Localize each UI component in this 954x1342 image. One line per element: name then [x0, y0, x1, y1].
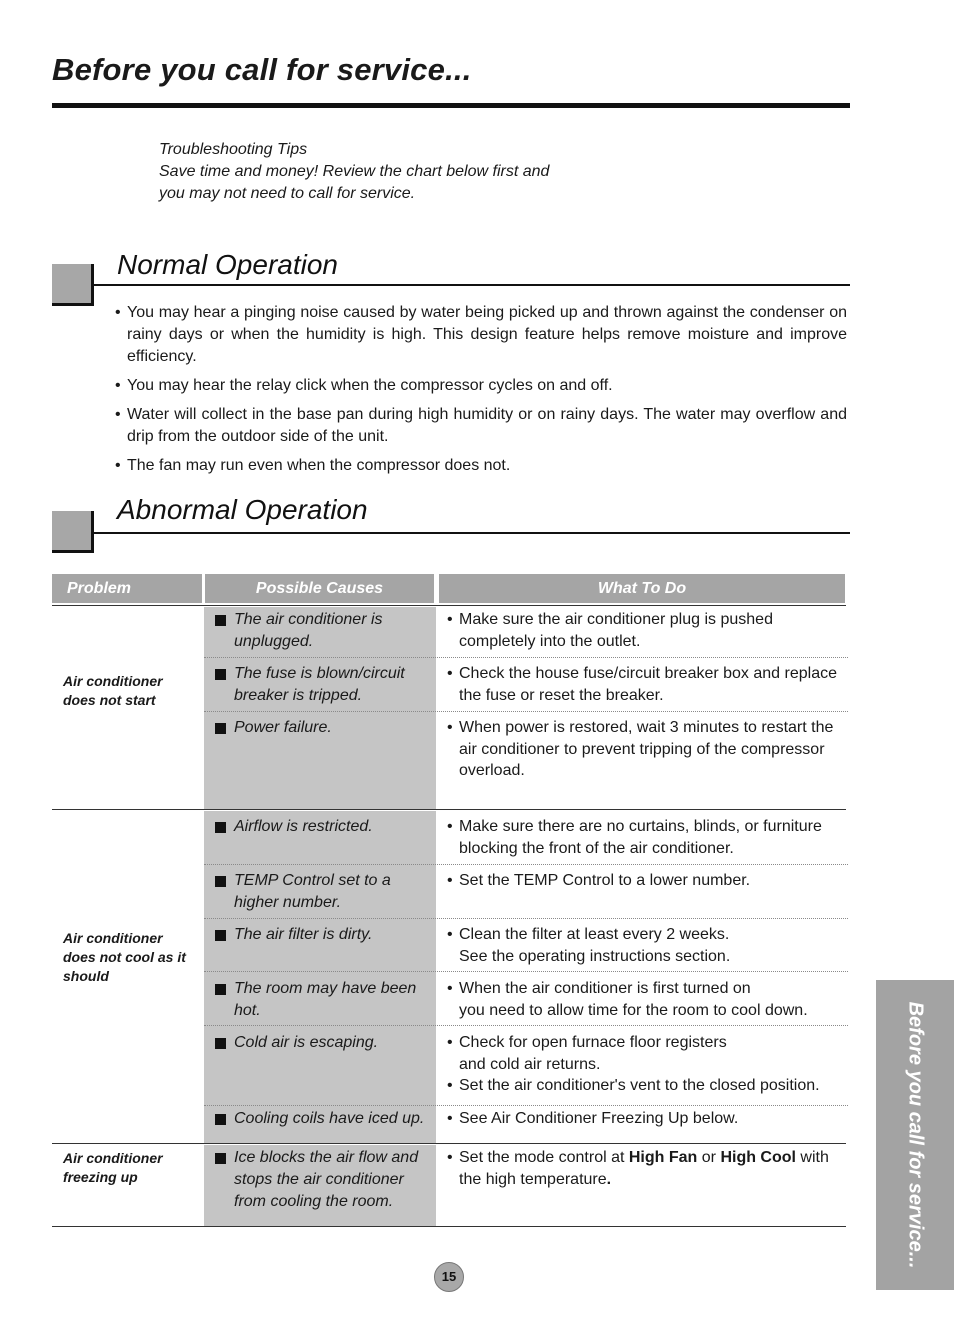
cause-text: TEMP Control set to a higher number.	[234, 872, 391, 911]
normal-operation-list	[113, 302, 847, 484]
cause-cell	[214, 978, 432, 1022]
todo-item: • See Air Conditioner Freezing Up below.	[446, 1108, 848, 1130]
abnormal-operation-heading: Abnormal Operation	[117, 494, 368, 525]
group-rule	[52, 1226, 846, 1227]
todo-cell	[446, 978, 848, 1021]
mode-high-fan: High Fan	[628, 1149, 698, 1166]
todo-cell	[446, 1032, 848, 1097]
square-bullet-icon	[215, 1153, 226, 1164]
square-bullet-icon	[215, 669, 226, 680]
cause-cell	[214, 1147, 432, 1213]
todo-item-continued: you need to allow time for the room to cool down.	[459, 1001, 808, 1019]
todo-cell	[446, 870, 848, 892]
todo-item: • Check the house fuse/circuit breaker box and replace the fuse or reset the breaker.	[446, 663, 848, 706]
problem-text: Air conditioner freezing up	[63, 1150, 163, 1185]
todo-cell	[446, 717, 848, 782]
cause-text: The air filter is dirty.	[234, 926, 373, 943]
square-bullet-icon	[215, 876, 226, 887]
section-rule	[94, 284, 850, 286]
normal-operation-heading: Normal Operation	[117, 249, 338, 280]
cause-text: Cold air is escaping.	[234, 1034, 379, 1051]
todo-cell	[446, 663, 848, 706]
todo-item: • Set the TEMP Control to a lower number.	[446, 870, 848, 892]
cause-text: Airflow is restricted.	[234, 818, 373, 835]
section-marker	[52, 264, 94, 306]
cause-cell	[214, 1108, 432, 1130]
todo-cell	[446, 1147, 848, 1190]
todo-text: or	[697, 1149, 721, 1166]
todo-item: • Check for open furnace floor registers	[446, 1032, 848, 1054]
problem-text: Air conditioner does not start	[63, 673, 163, 708]
list-item: • The fan may run even when the compressor does not.	[113, 455, 847, 477]
todo-cell	[446, 816, 848, 859]
cause-text: The fuse is blown/circuit breaker is tripped.	[234, 665, 405, 704]
header-rule	[52, 605, 846, 606]
page-number: 15	[434, 1262, 464, 1292]
row-separator	[204, 657, 848, 658]
square-bullet-icon	[215, 1038, 226, 1049]
todo-cell	[446, 1108, 848, 1130]
problem-label	[63, 1149, 193, 1187]
square-bullet-icon	[215, 930, 226, 941]
group-rule	[52, 809, 846, 810]
intro-text	[159, 139, 549, 205]
intro-line: you may not need to call for service.	[159, 185, 416, 202]
cause-text: Ice blocks the air flow and stops the air conditioner from cooling the room.	[234, 1149, 419, 1210]
problem-label	[63, 929, 198, 986]
todo-item-continued: See the operating instructions section.	[459, 947, 731, 965]
side-tab-label: Before you call for service...	[904, 1001, 927, 1269]
square-bullet-icon	[215, 822, 226, 833]
todo-item	[446, 1147, 848, 1190]
todo-item: • Make sure the air conditioner plug is pushed completely into the outlet.	[446, 609, 848, 652]
todo-item: • Clean the filter at least every 2 weeks.	[446, 924, 848, 946]
cause-text: The air conditioner is unplugged.	[234, 611, 383, 650]
list-item: • You may hear the relay click when the compressor cycles on and off.	[113, 375, 847, 397]
todo-item: • When power is restored, wait 3 minutes to restart the air conditioner to prevent tripping of the compressor overload.	[446, 717, 848, 782]
row-separator	[204, 711, 848, 712]
problem-label	[63, 672, 193, 710]
header-what-to-do: What To Do	[439, 574, 845, 603]
cause-cell	[214, 609, 432, 653]
todo-item: • When the air conditioner is first turned on	[446, 978, 848, 1000]
cause-cell	[214, 870, 432, 914]
cause-column-bg	[204, 811, 436, 1143]
square-bullet-icon	[215, 615, 226, 626]
cause-cell	[214, 717, 432, 739]
cause-cell	[214, 1032, 432, 1054]
mode-high-cool: High Cool	[720, 1149, 796, 1166]
page-title: Before you call for service...	[52, 52, 472, 87]
intro-line: Save time and money! Review the chart below first and	[159, 163, 550, 180]
cause-cell	[214, 816, 432, 838]
cause-cell	[214, 924, 432, 946]
row-separator	[204, 1025, 848, 1026]
header-possible-causes: Possible Causes	[205, 574, 434, 603]
list-item: • Water will collect in the base pan during high humidity or on rainy days. The water may overflow and drip from the outdoor side of the unit.	[113, 404, 847, 448]
problem-text: Air conditioner does not cool as it should	[63, 930, 186, 984]
side-tab	[876, 980, 954, 1290]
todo-item: • Set the air conditioner's vent to the closed position.	[446, 1075, 848, 1097]
cause-text: Power failure.	[234, 719, 332, 736]
intro-line: Troubleshooting Tips	[159, 141, 308, 158]
todo-item-continued: and cold air returns.	[459, 1055, 601, 1073]
row-separator	[204, 971, 848, 972]
section-rule	[94, 532, 850, 534]
cause-cell	[214, 663, 432, 707]
todo-cell	[446, 924, 848, 967]
todo-text: with the high temperature	[459, 1149, 829, 1188]
square-bullet-icon	[215, 723, 226, 734]
todo-text: Set the mode control at	[459, 1149, 629, 1166]
todo-cell	[446, 609, 848, 652]
list-item: • You may hear a pinging noise caused by water being picked up and thrown against the condenser on rainy days or when the humidity is high. This design feature helps remove moisture and improve efficiency.	[113, 302, 847, 368]
header-problem: Problem	[52, 574, 202, 603]
row-separator	[204, 918, 848, 919]
row-separator	[204, 1105, 848, 1106]
row-separator	[204, 864, 848, 865]
square-bullet-icon	[215, 984, 226, 995]
square-bullet-icon	[215, 1114, 226, 1125]
group-rule	[52, 1143, 846, 1144]
cause-text: Cooling coils have iced up.	[234, 1110, 425, 1127]
cause-text: The room may have been hot.	[234, 980, 417, 1019]
todo-period: .	[606, 1170, 612, 1188]
todo-item: • Make sure there are no curtains, blinds, or furniture blocking the front of the air conditioner.	[446, 816, 848, 859]
title-rule	[52, 103, 850, 108]
section-marker	[52, 511, 94, 553]
